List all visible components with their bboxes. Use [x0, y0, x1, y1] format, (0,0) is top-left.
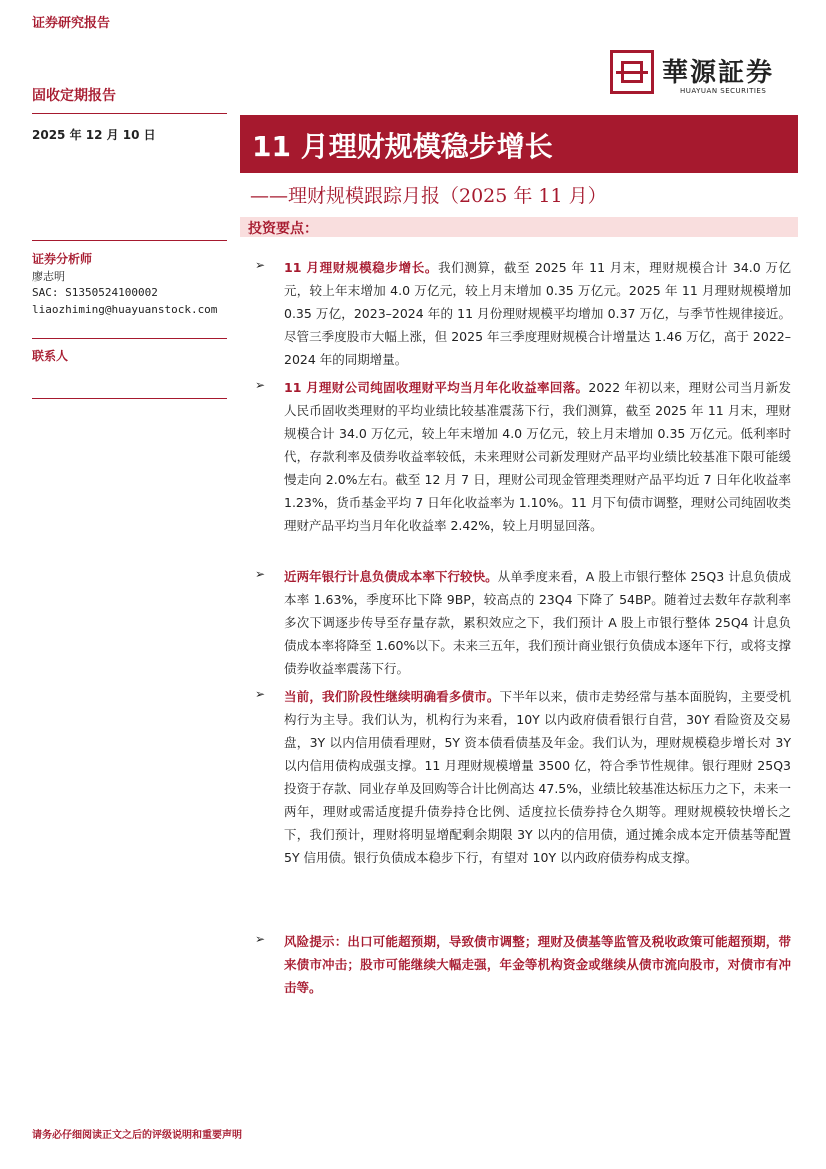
bullet-text [284, 685, 791, 869]
bullet-body: 2022 年初以来，理财公司当月新发人民币固收类理财的平均业绩比较基准震荡下行，我们测算，截至 2025 年 11 月末，理财规模合计 34.0 万亿元，较上年末增加 4.0 万亿元，较上月末增加 0.35 万亿元。低利率时代，存款利率及债券收益率较低，未来理财公司新发理财产品平均业绩比较基准下限可能缓慢走向 2.0%左右。截至 12 月 7 日，理财公司现金管理类理财产品平均近 7 日年化收益率 1.23%，货币基金平均 7 日年化收益率为 1.10%。11 月下旬债市调整，理财公司纯固收类理财产品平均当月年化收益率 2.42%，较上月明显回落。 [284, 380, 791, 533]
contact-title: 联系人 [32, 349, 69, 363]
page-title: 11 月理财规模稳步增长 [252, 130, 553, 163]
report-category: 证券研究报告 [32, 16, 111, 31]
disclaimer-footer: 请务必仔细阅读正文之后的评级说明和重要声明 [32, 1130, 242, 1141]
bullet-lead: 11 月理财规模稳步增长。 [284, 260, 439, 275]
huayuan-logo-icon [610, 50, 654, 94]
divider [32, 338, 227, 339]
bullet-body: 下半年以来，债市走势经常与基本面脱钩，主要受机构行为主导。我们认为，机构行为来看，10Y 以内政府债看银行自营，30Y 看险资及交易盘，3Y 以内信用债看理财，5Y 资本债看债基及年金。我们认为，理财规模稳步增长对 3Y 以内信用债构成强支撑。11 月理财规模增量 3500 亿，符合季节性规律。银行理财 25Q3 投资于存款、同业存单及回购等合计比例高达 47.5%，业绩比较基准达标压力之下，未来一两年，理财或需适度提升债券持仓比例、适度拉长债券持仓久期等。理财规模较快增长之下，我们预计，理财将明显增配剩余期限 3Y 以内的信用债，通过摊余成本定开债基等配置 5Y 信用债。银行负债成本稳步下行，有望对 10Y 以内政府债券构成支撑。 [284, 689, 791, 865]
divider [32, 398, 227, 399]
bullet-lead: 11 月理财公司纯固收理财平均当月年化收益率回落。 [284, 380, 589, 395]
bullet-text [284, 565, 791, 680]
key-points-header [240, 217, 798, 237]
arrow-bullet-icon: ➢ [255, 378, 266, 392]
divider [32, 240, 227, 241]
logo-chinese-name: 華源証券 [662, 58, 775, 88]
title-banner [240, 115, 798, 173]
risk-warning: 风险提示：出口可能超预期，导致债市调整；理财及债基等监管及税收政策可能超预期，带来债市冲击；股市可能继续大幅走强，年金等机构资金或继续从债市流向股市，对债市有冲击等。 [284, 934, 791, 995]
page-subtitle: ——理财规模跟踪月报（2025 年 11 月） [250, 185, 607, 207]
arrow-bullet-icon: ➢ [255, 687, 266, 701]
bullet-body: 我们测算，截至 2025 年 11 月末，理财规模合计 34.0 万亿元，较上年末增加 4.0 万亿元，较上月末增加 0.35 万亿元。2025 年 11 月理财规模增加 0.35 万亿，2023–2024 年的 11 月份理财规模平均增加 0.37 万亿，与季节性规律接近。尽管三季度股市大幅上涨，但 2025 年三季度理财规模合计增量达 1.46 万亿，高于 2022–2024 年的同期增量。 [284, 260, 792, 367]
analyst-title: 证券分析师 [32, 252, 93, 266]
company-logo [610, 50, 790, 98]
logo-english-name: HUAYUAN SECURITIES [680, 87, 767, 95]
analyst-sac: SAC: S1350524100002 [32, 286, 158, 299]
bullet-text [284, 376, 791, 537]
key-points-label: 投资要点： [248, 221, 318, 237]
report-type: 固收定期报告 [32, 88, 116, 104]
arrow-bullet-icon: ➢ [255, 932, 266, 946]
divider [32, 113, 227, 114]
bullet-text [284, 256, 791, 371]
bullet-lead: 近两年银行计息负债成本率下行较快。 [284, 569, 498, 584]
arrow-bullet-icon: ➢ [255, 258, 266, 272]
analyst-email: liaozhiming@huayuanstock.com [32, 303, 218, 316]
arrow-bullet-icon: ➢ [255, 567, 266, 581]
bullet-body: 从单季度来看，A 股上市银行整体 25Q3 计息负债成本率 1.63%，季度环比下降 9BP，较高点的 23Q4 下降了 54BP。随着过去数年存款利率多次下调逐步传导至存量存款，累积效应之下，我们预计 A 股上市银行整体 25Q4 计息负债成本率将降至 1.60%以下。未来三五年，我们预计商业银行负债成本逐年下行，或将支撑债券收益率震荡下行。 [284, 569, 791, 676]
bullet-lead: 当前，我们阶段性继续明确看多债市。 [284, 689, 500, 704]
report-date: 2025 年 12 月 10 日 [32, 128, 156, 142]
analyst-name: 廖志明 [32, 270, 65, 283]
